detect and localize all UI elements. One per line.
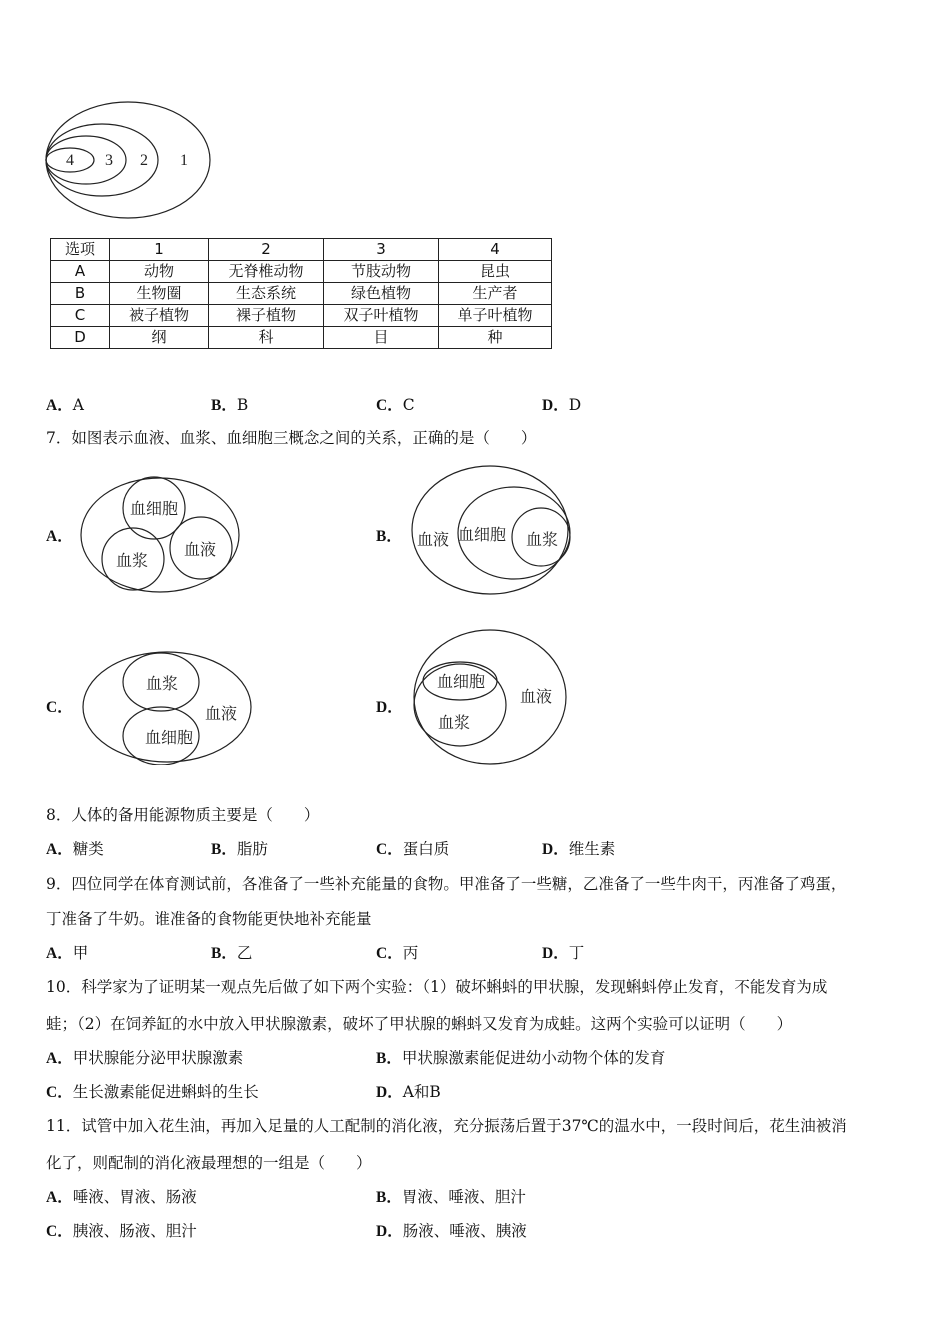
label-blood: 血液 (417, 530, 450, 549)
option-text: 丙 (402, 944, 419, 962)
q9-option-a[interactable] (46, 943, 88, 964)
q6-option-d[interactable] (542, 395, 581, 416)
table-row (51, 283, 552, 305)
q8-option-b[interactable] (211, 839, 268, 860)
table-header-cell: 1 (110, 239, 209, 261)
label-plasma: 血浆 (438, 713, 471, 732)
label-plasma: 血浆 (116, 551, 149, 570)
label-blood: 血液 (184, 540, 217, 559)
nested-label-3: 3 (105, 152, 113, 169)
table-row (51, 261, 552, 283)
option-key: A． (46, 1050, 73, 1067)
option-text: 脂肪 (236, 840, 268, 858)
option-text: 维生素 (568, 840, 616, 858)
option-key: B． (211, 945, 237, 962)
option-text: 糖类 (72, 840, 104, 858)
option-text: B (236, 396, 249, 414)
table-cell: A (51, 261, 110, 283)
q11-option-c[interactable] (46, 1221, 197, 1242)
q7-diagram-b[interactable] (408, 463, 574, 597)
option-key: C． (376, 945, 403, 962)
option-text: C (402, 396, 415, 414)
table-cell: C (51, 305, 110, 327)
option-text: 生长激素能促进蝌蚪的生长 (72, 1083, 259, 1101)
q10-stem-line1: 10．科学家为了证明某一观点先后做了如下两个实验：（1）破坏蝌蚪的甲状腺，发现蝌蚪停止发育，不能发育为成 (46, 978, 828, 996)
option-text: 甲状腺能分泌甲状腺激素 (72, 1049, 244, 1067)
table-header-row (51, 239, 552, 261)
option-key: D． (376, 1084, 403, 1101)
table-cell: 生产者 (439, 283, 552, 305)
label-blood-cells: 血细胞 (130, 499, 179, 518)
option-key: D． (376, 1223, 403, 1240)
q6-option-a[interactable] (46, 395, 84, 416)
option-key: B． (211, 397, 237, 414)
option-text: 胃液、唾液、胆汁 (401, 1188, 526, 1206)
q11-option-b[interactable] (376, 1187, 526, 1208)
table-cell: 生态系统 (209, 283, 324, 305)
label-blood-cells: 血细胞 (458, 525, 507, 544)
option-key: C． (376, 841, 403, 858)
nested-label-4: 4 (66, 152, 74, 169)
option-key: B． (376, 528, 402, 545)
q7-option-c-key[interactable] (46, 697, 73, 718)
q7-stem: 7．如图表示血液、血浆、血细胞三概念之间的关系，正确的是（ ） (46, 429, 537, 447)
option-text: 甲状腺激素能促进幼小动物个体的发育 (401, 1049, 666, 1067)
q7-option-a-key[interactable] (46, 526, 73, 547)
q9-option-b[interactable] (211, 943, 252, 964)
table-header-cell: 2 (209, 239, 324, 261)
table-cell: B (51, 283, 110, 305)
q9-stem-line2: 丁准备了牛奶。谁准备的食物能更快地补充能量 (46, 910, 372, 928)
option-key: C． (46, 1223, 73, 1240)
table-cell: 双子叶植物 (324, 305, 439, 327)
q11-stem-line1: 11．试管中加入花生油，再加入足量的人工配制的消化液，充分振荡后置于37℃的温水中，一段时间后，花生油被消 (46, 1117, 847, 1135)
option-key: C． (376, 397, 403, 414)
table-cell: 裸子植物 (209, 305, 324, 327)
option-key: A． (46, 841, 73, 858)
option-key: D． (542, 945, 569, 962)
table-cell: 目 (324, 327, 439, 349)
option-key: A． (46, 1189, 73, 1206)
q8-option-a[interactable] (46, 839, 104, 860)
q7-option-b-key[interactable] (376, 526, 402, 547)
q11-option-d[interactable] (376, 1221, 527, 1242)
option-key: B． (376, 1050, 402, 1067)
table-cell: 被子植物 (110, 305, 209, 327)
q11-stem-line2: 化了，则配制的消化液最理想的一组是（ ） (46, 1154, 372, 1172)
option-text: A (72, 396, 84, 414)
option-key: D． (542, 397, 569, 414)
q6-option-c[interactable] (376, 395, 415, 416)
label-blood-cells: 血细胞 (437, 672, 486, 691)
table-cell: 无脊椎动物 (209, 261, 324, 283)
table-cell: 生物圈 (110, 283, 209, 305)
option-text: 蛋白质 (402, 840, 450, 858)
table-row (51, 327, 552, 349)
q8-option-d[interactable] (542, 839, 615, 860)
option-text: A和B (402, 1083, 441, 1101)
table-cell: 昆虫 (439, 261, 552, 283)
nested-label-2: 2 (140, 152, 148, 169)
option-text: 丁 (568, 944, 585, 962)
option-key: A． (46, 397, 73, 414)
q6-option-b[interactable] (211, 395, 248, 416)
q9-option-c[interactable] (376, 943, 418, 964)
classification-table (50, 238, 552, 349)
q9-stem-line1: 9．四位同学在体育测试前，各准备了一些补充能量的食物。甲准备了一些糖，乙准备了一些牛肉干，丙准备了鸡蛋， (46, 875, 847, 893)
option-text: 唾液、胃液、肠液 (72, 1188, 197, 1206)
label-blood-cells: 血细胞 (145, 728, 194, 747)
nested-set-diagram (40, 98, 220, 224)
option-key: D． (376, 699, 403, 716)
option-text: 胰液、肠液、胆汁 (72, 1222, 197, 1240)
table-cell: 节肢动物 (324, 261, 439, 283)
option-key: D． (542, 841, 569, 858)
table-row (51, 305, 552, 327)
option-text: D (568, 396, 582, 414)
table-cell: 种 (439, 327, 552, 349)
table-cell: 动物 (110, 261, 209, 283)
q8-stem: 8．人体的备用能源物质主要是（ ） (46, 806, 320, 824)
q7-diagram-a[interactable] (78, 474, 244, 596)
table-header-cell: 选项 (51, 239, 110, 261)
q10-option-c[interactable] (46, 1082, 259, 1103)
table-cell: 绿色植物 (324, 283, 439, 305)
option-key: C． (46, 1084, 73, 1101)
table-header-cell: 4 (439, 239, 552, 261)
q10-stem-line2: 蛙；（2）在饲养缸的水中放入甲状腺激素，破坏了甲状腺的蝌蚪又发育为成蛙。这两个实验可以证明（ ） (46, 1015, 793, 1033)
option-key: A． (46, 945, 73, 962)
q10-option-d[interactable] (376, 1082, 441, 1103)
table-cell: 科 (209, 327, 324, 349)
q8-option-c[interactable] (376, 839, 449, 860)
option-key: C． (46, 699, 73, 716)
q7-option-d-key[interactable] (376, 697, 403, 718)
q10-option-a[interactable] (46, 1048, 243, 1069)
table-cell: D (51, 327, 110, 349)
table-cell: 单子叶植物 (439, 305, 552, 327)
q10-option-b[interactable] (376, 1048, 665, 1069)
option-key: B． (376, 1189, 402, 1206)
table-header-cell: 3 (324, 239, 439, 261)
q11-option-a[interactable] (46, 1187, 197, 1208)
option-key: B． (211, 841, 237, 858)
option-text: 乙 (236, 944, 253, 962)
option-key: A． (46, 528, 73, 545)
ellipse-3 (46, 136, 126, 184)
q7-diagram-c[interactable] (80, 649, 256, 765)
q9-option-d[interactable] (542, 943, 584, 964)
label-blood: 血液 (520, 687, 553, 706)
nested-label-1: 1 (180, 152, 188, 169)
option-text: 甲 (72, 944, 89, 962)
label-blood: 血液 (205, 704, 238, 723)
label-plasma: 血浆 (526, 530, 559, 549)
table-cell: 纲 (110, 327, 209, 349)
q7-diagram-d[interactable] (410, 626, 574, 768)
option-text: 肠液、唾液、胰液 (402, 1222, 527, 1240)
label-plasma: 血浆 (146, 674, 179, 693)
